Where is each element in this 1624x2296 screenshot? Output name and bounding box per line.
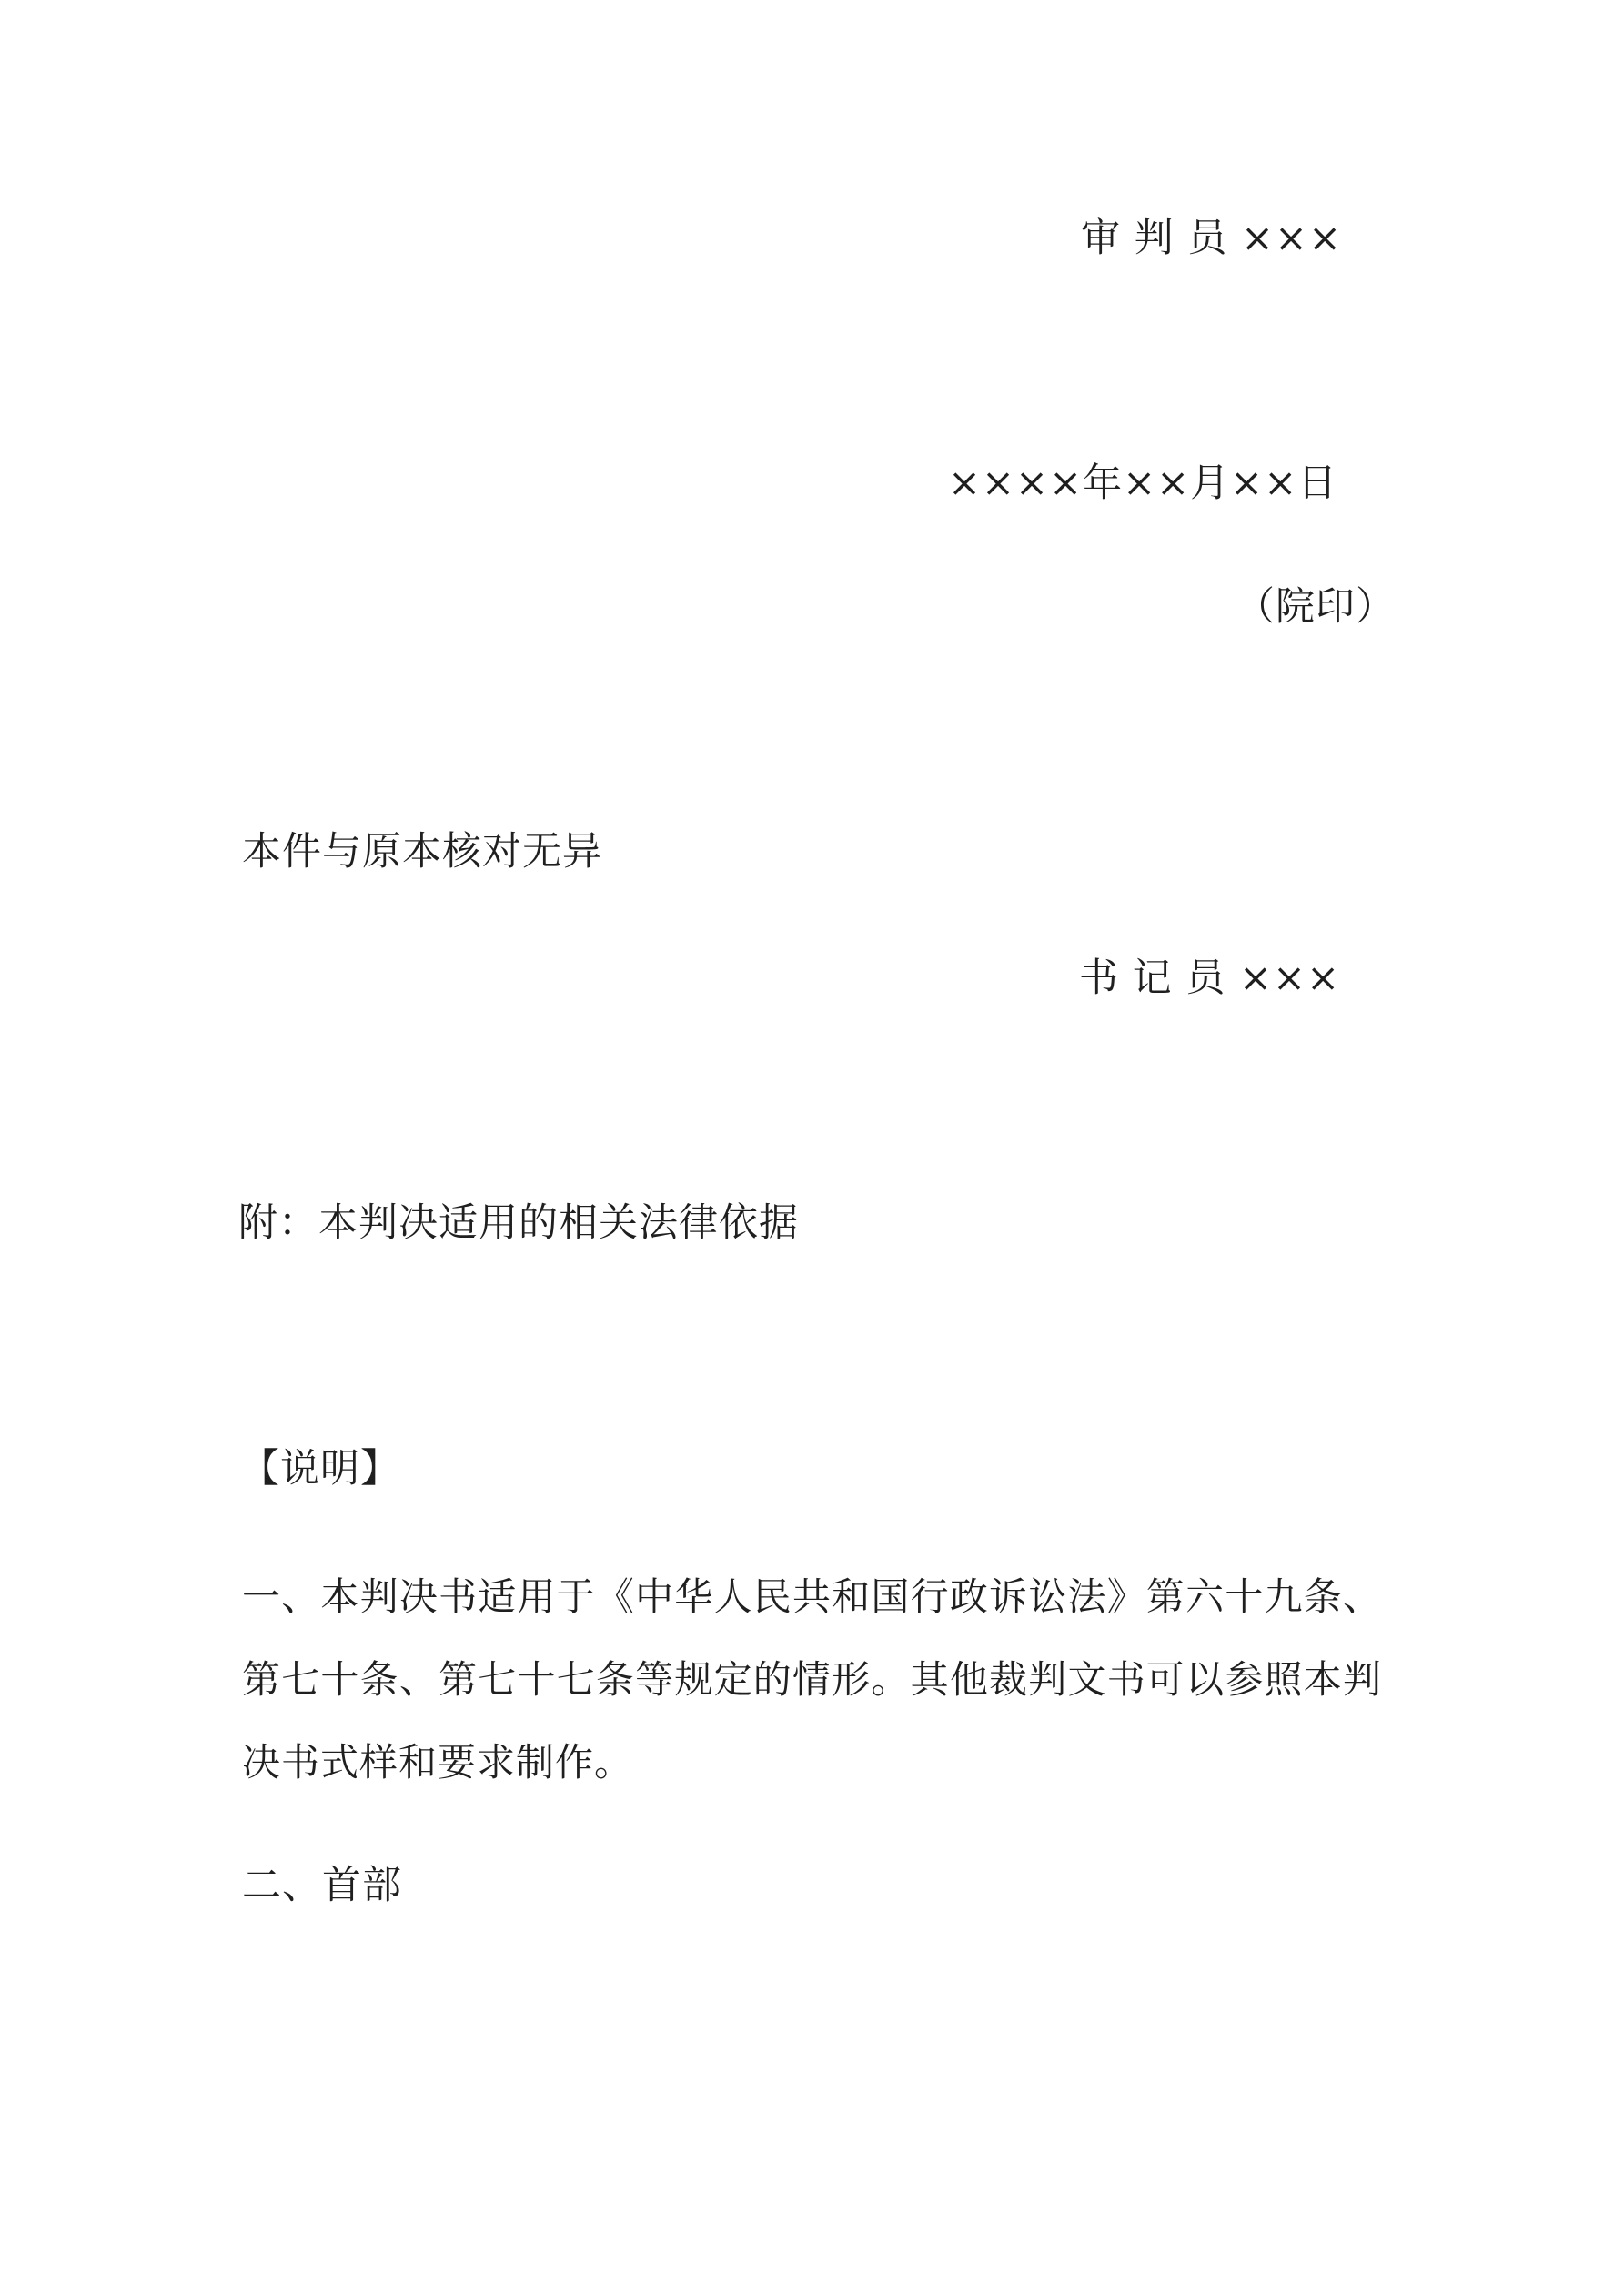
note-item-2: 二、首部 — [242, 1863, 402, 1908]
court-seal-placeholder: （院印） — [1236, 584, 1396, 630]
attachment-title: 附：本判决适用的相关法律依据 — [238, 1200, 799, 1246]
copy-verification-line: 本件与原本核对无异 — [242, 829, 602, 875]
notes-section-header: 【说明】 — [240, 1446, 400, 1492]
clerk-signature-line: 书 记 员 ××× — [1079, 956, 1341, 1001]
judge-signature-line: 审 判 员 ××× — [1081, 216, 1343, 261]
note-item-1: 一、本判决书适用于《中华人民共和国行政诉讼法》第六十九条、第七十条、第七十七条等规定的情形。其他裁判文书可以参照本判决书式样和要求制作。 — [242, 1574, 1382, 1785]
judgment-date-line: ××××年××月××日 — [948, 460, 1338, 506]
